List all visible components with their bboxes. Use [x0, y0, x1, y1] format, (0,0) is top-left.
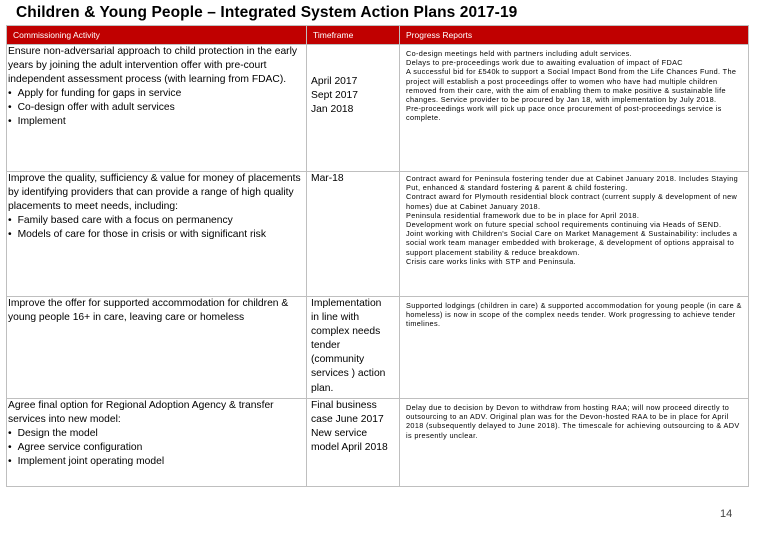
page-number: 14: [720, 508, 733, 520]
timeframe-line: Sept 2017: [311, 90, 358, 102]
timeframe-line: complex needs: [311, 326, 381, 338]
activity-bullets: [8, 214, 305, 242]
progress-line: Joint working with Children's Social Care on Market Management & Sustainability: includes a social work team manager embedded with brokerage, & development of options appraisal to support placement stability & reduce breakdown.: [406, 229, 738, 257]
timeframe-line: services ) action: [311, 368, 386, 380]
table-row: [7, 172, 749, 297]
bullet-item: • Apply for funding for gaps in service: [8, 87, 305, 101]
progress-line: Peninsula residential framework due to be in place for April 2018.: [406, 210, 640, 220]
timeframe-cell: [307, 45, 400, 172]
timeframe-cell: [307, 172, 400, 297]
table-row: [7, 45, 749, 172]
progress-cell: [400, 399, 749, 487]
progress-line: Supported lodgings (children in care) & supported accommodation for young people (in care & homeless) is now in scope of the complex needs tender. Work progressing to achieve tender timelines.: [406, 301, 742, 329]
timeframe-line: Final business: [311, 400, 377, 411]
table-row: [7, 297, 749, 399]
table-header-row: [7, 26, 749, 45]
activity-cell: [7, 297, 307, 399]
progress-line: Delays to pre-proceedings work due to awaiting evaluation of impact of FDAC: [406, 58, 683, 68]
activity-text: Improve the offer for supported accommodation for children & young people 16+ in care, leaving care or homeless: [8, 298, 289, 324]
timeframe-line: April 2017: [311, 76, 358, 87]
timeframe-cell: [307, 297, 400, 399]
activity-cell: [7, 172, 307, 297]
bullet-item: • Implement: [8, 115, 305, 129]
header-progress-reports: Progress Reports: [400, 26, 749, 45]
action-plan-table: [6, 25, 749, 487]
timeframe-line: case June 2017: [311, 414, 384, 426]
timeframe-line: in line with: [311, 312, 360, 324]
progress-line: Crisis care works links with STP and Peninsula.: [406, 256, 577, 266]
activity-text: Improve the quality, sufficiency & value for money of placements by identifying providers that can provide a range of high quality placements to meet needs, including:: [8, 173, 301, 213]
activity-text: Agree final option for Regional Adoption Agency & transfer services into new model:: [8, 400, 274, 426]
header-commissioning-activity: Commissioning Activity: [7, 26, 307, 45]
bullet-item: • Design the model: [8, 427, 305, 441]
activity-bullets: [8, 427, 305, 469]
progress-cell: [400, 172, 749, 297]
timeframe-line: (community: [311, 354, 365, 366]
progress-line: Contract award for Peninsula fostering tender due at Cabinet January 2018. Includes Staying Put, enhanced & standard fostering & parent & child fostering.: [406, 174, 739, 193]
timeframe-line: New service: [311, 428, 368, 440]
progress-cell: [400, 297, 749, 399]
bullet-item: • Agree service configuration: [8, 441, 305, 455]
timeframe-line: model April 2018: [311, 442, 388, 454]
progress-cell: [400, 45, 749, 172]
progress-line: Pre-proceedings work will pick up pace once procurement of post-proceedings service is complete.: [406, 104, 722, 123]
activity-cell: [7, 45, 307, 172]
timeframe-line: Jan 2018: [311, 104, 354, 116]
progress-line: Delay due to decision by Devon to withdraw from hosting RAA; will now proceed directly to outsourcing to an ADV. Original plan was for the Devon-hosted RAA to be in place for April 2018 (subsequently delayed to June 2018). The timescale for achieving outsourcing to & ADV is presently unclear.: [406, 403, 740, 440]
progress-line: Co-design meetings held with partners including adult services.: [406, 49, 633, 58]
timeframe-line: tender: [311, 340, 341, 352]
timeframe-line: Mar-18: [311, 173, 344, 184]
bullet-item: • Co-design offer with adult services: [8, 101, 305, 115]
bullet-item: • Implement joint operating model: [8, 455, 305, 469]
header-timeframe: Timeframe: [307, 26, 400, 45]
activity-bullets: [8, 87, 305, 129]
progress-line: Contract award for Plymouth residential block contract (current supply & development of new homes) due at Cabinet January 2018.: [406, 192, 738, 211]
timeframe-line: Implementation: [311, 298, 382, 309]
bullet-item: • Models of care for those in crisis or with significant risk: [8, 228, 305, 242]
progress-line: Development work on future special school requirements continuing via Heads of SEND.: [406, 220, 722, 230]
table-row: [7, 399, 749, 487]
activity-text: Ensure non-adversarial approach to child protection in the early years by joining the adult intervention offer with pre-court independent assessment process (with learning from FDAC).: [8, 46, 298, 86]
bullet-item: • Family based care with a focus on permanency: [8, 214, 305, 228]
progress-line: A successful bid for £540k to support a Social Impact Bond from the Life Chances Fund. The project will establish a post proceedings offer to women who have had multiple children removed from their care, with the aim of enabling them to make positive & sustainable life changes. Service provider to be procured by Jan 18, with implementation by July 2018.: [406, 67, 737, 105]
timeframe-line: plan.: [311, 382, 334, 394]
activity-cell: [7, 399, 307, 487]
timeframe-cell: [307, 399, 400, 487]
page-title: Children & Young People – Integrated System Action Plans 2017-19: [16, 4, 518, 21]
